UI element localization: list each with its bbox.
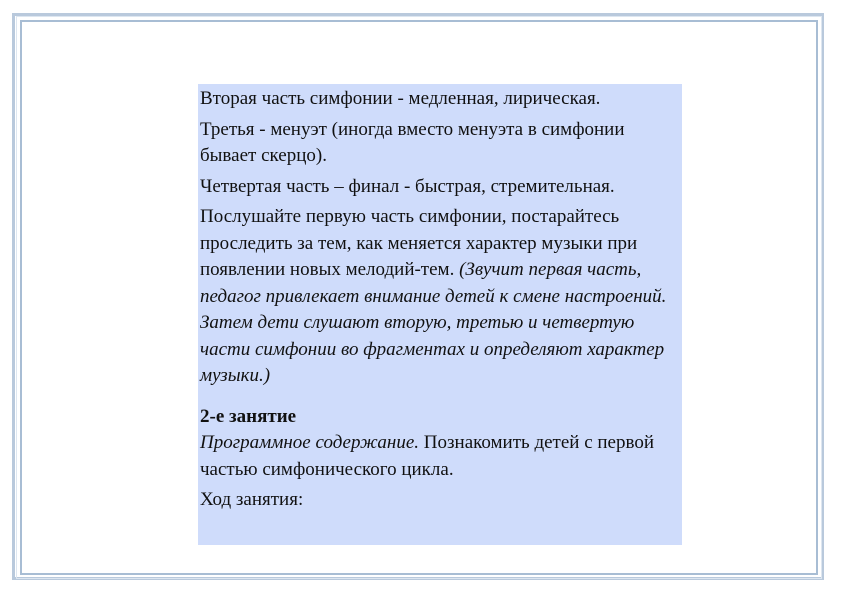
paragraph-third-movement: Третья - менуэт (иногда вместо менуэта в симфонии бывает скерцо). xyxy=(200,118,625,166)
lesson-heading: 2-е занятие xyxy=(200,405,297,427)
paragraph-lesson-flow: Ход занятия: xyxy=(200,489,304,510)
paragraph-fourth-movement: Четвертая часть – финал - быстрая, стремительная. xyxy=(200,175,615,197)
text-box xyxy=(198,84,682,545)
listening-instruction-note: (Звучит первая часть, педагог привлекает внимание детей к смене настроений. Затем дети слушают вторую, третью и четвертую части симфонии во фрагментах и определяют характер музыки.) xyxy=(200,259,667,386)
paragraph-program-content xyxy=(200,430,682,483)
program-content-text: Познакомить детей с первой частью симфонического цикла. xyxy=(200,432,654,480)
listening-instruction-text: Послушайте первую часть симфонии, постарайтесь проследить за тем, как меняется характер музыки при появлении новых мелодий-тем. xyxy=(200,206,638,280)
program-content-label: Программное содержание. xyxy=(200,432,420,453)
paragraph-second-movement: Вторая часть симфонии - медленная, лирическая. xyxy=(200,88,601,109)
paragraph-listening-instruction xyxy=(200,204,682,390)
